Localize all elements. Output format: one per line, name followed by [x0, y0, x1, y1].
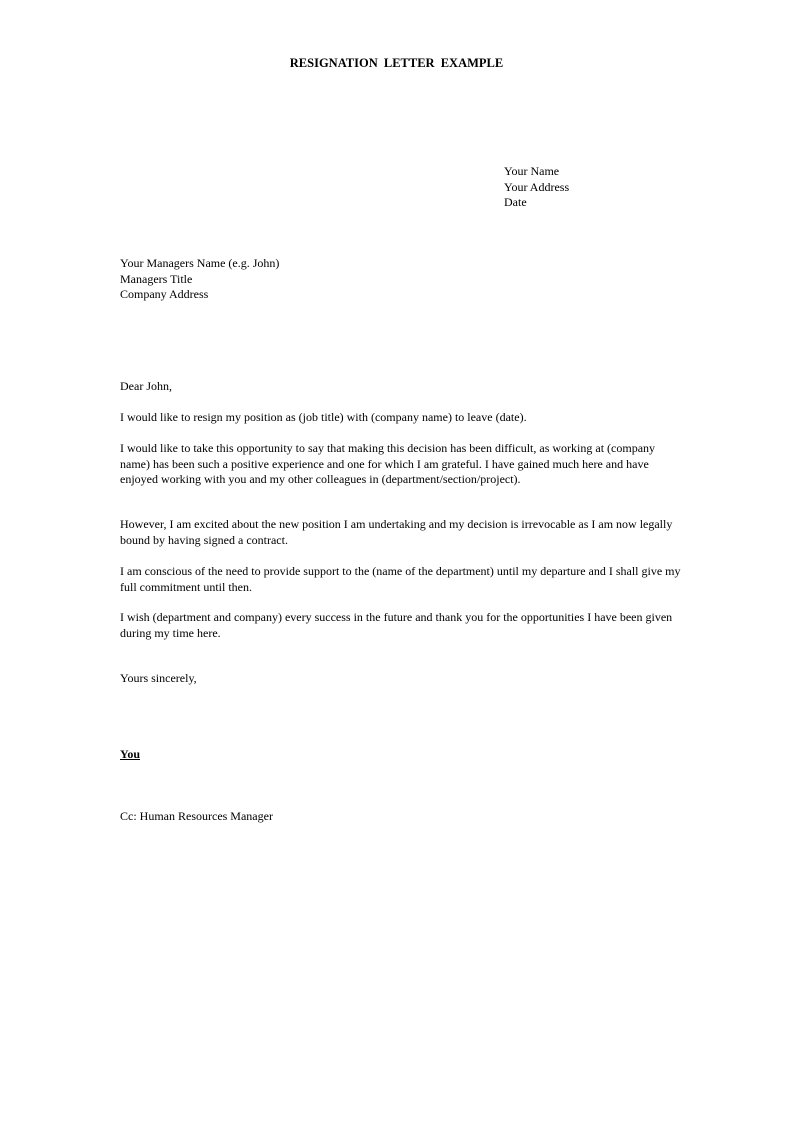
recipient-address: Company Address [120, 287, 209, 301]
paragraph-new-position: However, I am excited about the new position I am undertaking and my decision is irrevocable as I am now legally bound by having signed a contract. [120, 517, 673, 547]
paragraph-gratitude: I would like to take this opportunity to say that making this decision has been difficult, as working at (company name) has been such a positive experience and one for which I am grateful. I have gained much here and have enjoyed working with you and my other colleagues in (department/section/project). [120, 441, 656, 486]
paragraph-thanks: I wish (department and company) every success in the future and thank you for the opportunities I have been given during my time here. [120, 610, 673, 640]
sender-name: Your Name [504, 164, 560, 178]
recipient-title: Managers Title [120, 271, 193, 286]
sender-address: Your Address [504, 179, 570, 194]
cc-line: Cc: Human Resources Manager [120, 809, 273, 823]
closing: Yours sincerely, [120, 671, 197, 685]
signature: You [120, 747, 141, 761]
paragraph-support: I am conscious of the need to provide support to the (name of the department) until my departure and I shall give my full commitment until then. [120, 564, 681, 594]
recipient-block [120, 256, 279, 303]
letter-date: Date [504, 195, 527, 209]
paragraph-resignation: I would like to resign my position as (job title) with (company name) to leave (date). [120, 410, 527, 424]
document-title: RESIGNATION LETTER EXAMPLE [289, 56, 504, 70]
salutation: Dear John, [120, 379, 172, 393]
recipient-name: Your Managers Name (e.g. John) [120, 256, 280, 270]
sender-block [504, 164, 569, 211]
